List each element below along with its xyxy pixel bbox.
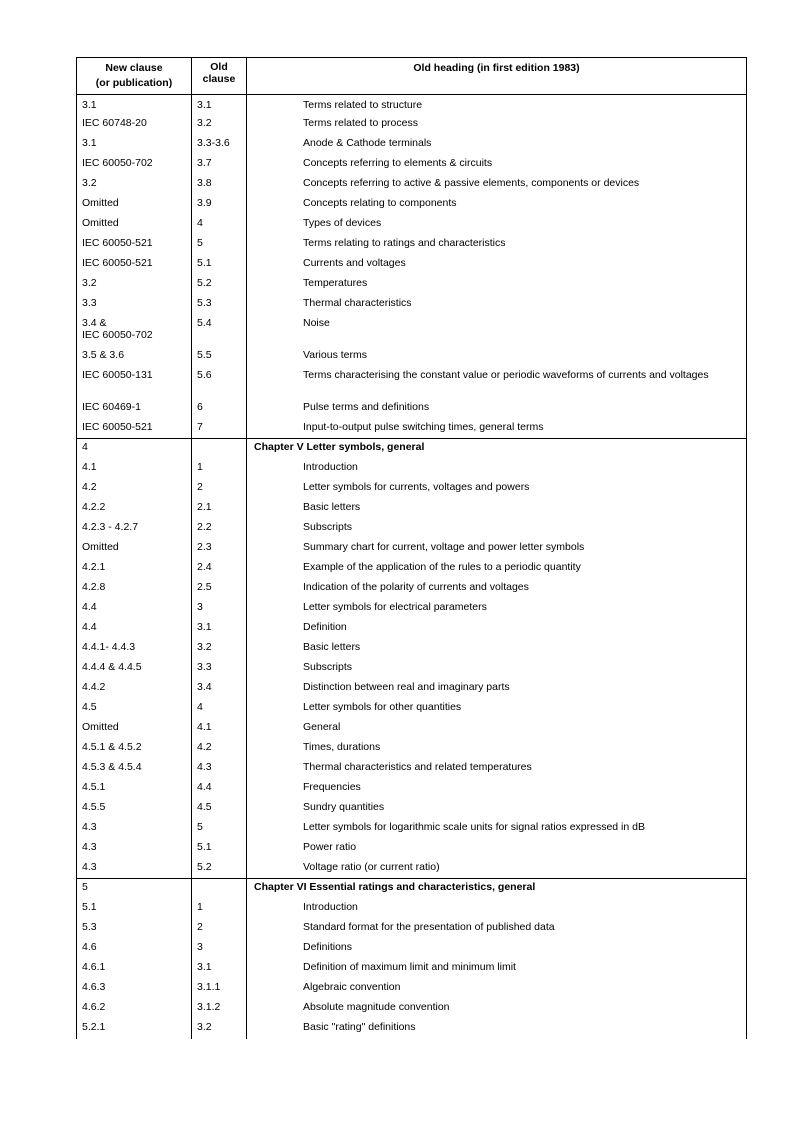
chapter-row [77, 439, 747, 459]
new-clause-cell: 4.4.4 & 4.4.5 [77, 659, 192, 679]
new-clause-cell: 3.2 [77, 175, 192, 195]
new-clause-cell: 4 [77, 439, 192, 459]
table-row [77, 275, 747, 295]
table-row [77, 519, 747, 539]
table-row [77, 175, 747, 195]
header-old-clause: Old clause [192, 58, 247, 95]
new-clause-cell: 5.3 [77, 919, 192, 939]
new-clause-cell: 4.5.1 [77, 779, 192, 799]
old-heading-cell: Letter symbols for currents, voltages and powers [247, 479, 747, 499]
old-heading-cell: Concepts referring to elements & circuits [247, 155, 747, 175]
old-clause-cell: 1 [192, 899, 247, 919]
table-row [77, 115, 747, 135]
new-clause-cell: 4.4.1- 4.4.3 [77, 639, 192, 659]
old-clause-cell: 4.4 [192, 779, 247, 799]
table-row [77, 959, 747, 979]
table-row [77, 679, 747, 699]
new-clause-cell: 3.4 & IEC 60050-702 [77, 315, 192, 347]
old-clause-cell: 3.1 [192, 959, 247, 979]
old-clause-cell: 1 [192, 459, 247, 479]
table-row [77, 559, 747, 579]
table-row [77, 1019, 747, 1039]
table-row [77, 759, 747, 779]
old-heading-cell: Algebraic convention [247, 979, 747, 999]
old-clause-cell: 3.1 [192, 619, 247, 639]
new-clause-cell: 4.3 [77, 819, 192, 839]
new-clause-cell: Omitted [77, 539, 192, 559]
old-heading-cell: Letter symbols for electrical parameters [247, 599, 747, 619]
new-clause-cell: 3.1 [77, 95, 192, 115]
old-heading-cell: Thermal characteristics and related temperatures [247, 759, 747, 779]
old-clause-cell: 3.1 [192, 95, 247, 115]
table-row [77, 215, 747, 235]
old-heading-cell: Various terms [247, 347, 747, 367]
table-row [77, 999, 747, 1019]
new-clause-cell: IEC 60050-702 [77, 155, 192, 175]
old-heading-cell: Basic "rating" definitions [247, 1019, 747, 1039]
table-row [77, 539, 747, 559]
table-body [77, 95, 747, 1039]
table-row [77, 459, 747, 479]
old-heading-cell: Summary chart for current, voltage and power letter symbols [247, 539, 747, 559]
old-heading-cell: Pulse terms and definitions [247, 399, 747, 419]
old-clause-cell: 2.3 [192, 539, 247, 559]
old-clause-cell: 3.1.2 [192, 999, 247, 1019]
old-heading-cell: Definitions [247, 939, 747, 959]
table-row [77, 195, 747, 215]
table-row [77, 295, 747, 315]
old-heading-cell: Introduction [247, 459, 747, 479]
table-row [77, 367, 747, 399]
old-heading-cell: Noise [247, 315, 747, 347]
table-row [77, 819, 747, 839]
old-clause-cell: 4 [192, 215, 247, 235]
old-clause-cell [192, 879, 247, 899]
old-heading-cell: Chapter VI Essential ratings and characteristics, general [247, 879, 747, 899]
table-row [77, 419, 747, 439]
old-heading-cell: Anode & Cathode terminals [247, 135, 747, 155]
old-clause-cell: 5.2 [192, 859, 247, 879]
new-clause-cell: 4.2.8 [77, 579, 192, 599]
new-clause-cell: 4.4.2 [77, 679, 192, 699]
old-heading-cell: Distinction between real and imaginary parts [247, 679, 747, 699]
old-heading-cell: Sundry quantities [247, 799, 747, 819]
table-row [77, 599, 747, 619]
table-row [77, 347, 747, 367]
old-heading-cell: Terms related to structure [247, 95, 747, 115]
old-heading-cell: Definition [247, 619, 747, 639]
table-row [77, 499, 747, 519]
old-clause-cell: 5 [192, 235, 247, 255]
table-header-row [77, 58, 747, 95]
old-heading-cell: Frequencies [247, 779, 747, 799]
old-clause-cell: 5.1 [192, 839, 247, 859]
old-heading-cell: Standard format for the presentation of published data [247, 919, 747, 939]
table-row [77, 479, 747, 499]
old-heading-cell: Terms relating to ratings and characteristics [247, 235, 747, 255]
new-clause-cell: IEC 60050-131 [77, 367, 192, 399]
old-heading-cell: Voltage ratio (or current ratio) [247, 859, 747, 879]
old-clause-cell: 2 [192, 479, 247, 499]
new-clause-cell: Omitted [77, 215, 192, 235]
old-clause-cell: 3.2 [192, 115, 247, 135]
new-clause-cell: Omitted [77, 719, 192, 739]
new-clause-cell: 4.4 [77, 619, 192, 639]
old-heading-cell: Subscripts [247, 519, 747, 539]
new-clause-cell: 4.5 [77, 699, 192, 719]
old-clause-cell: 5 [192, 819, 247, 839]
new-clause-cell: 4.6.2 [77, 999, 192, 1019]
old-heading-cell: General [247, 719, 747, 739]
old-clause-cell: 3.4 [192, 679, 247, 699]
old-clause-cell: 2.5 [192, 579, 247, 599]
old-heading-cell: Terms characterising the constant value or periodic waveforms of currents and voltages [247, 367, 747, 399]
old-clause-cell: 3 [192, 599, 247, 619]
old-clause-cell: 5.6 [192, 367, 247, 399]
old-heading-cell: Definition of maximum limit and minimum limit [247, 959, 747, 979]
old-heading-cell: Indication of the polarity of currents and voltages [247, 579, 747, 599]
old-clause-cell: 5.4 [192, 315, 247, 347]
table-row [77, 779, 747, 799]
old-clause-cell: 3.3 [192, 659, 247, 679]
new-clause-cell: 4.2.2 [77, 499, 192, 519]
new-clause-cell: 3.5 & 3.6 [77, 347, 192, 367]
table-row [77, 315, 747, 347]
table-row [77, 235, 747, 255]
new-clause-cell: 4.6.1 [77, 959, 192, 979]
old-heading-cell: Subscripts [247, 659, 747, 679]
old-heading-cell: Example of the application of the rules to a periodic quantity [247, 559, 747, 579]
table-row [77, 859, 747, 879]
old-heading-cell: Thermal characteristics [247, 295, 747, 315]
old-clause-cell [192, 439, 247, 459]
table-row [77, 579, 747, 599]
new-clause-cell: 4.3 [77, 859, 192, 879]
new-clause-cell: IEC 60050-521 [77, 419, 192, 439]
old-clause-cell: 4 [192, 699, 247, 719]
old-clause-cell: 4.3 [192, 759, 247, 779]
old-clause-cell: 5.1 [192, 255, 247, 275]
header-new-clause: New clause (or publication) [77, 58, 192, 95]
old-clause-cell: 3.8 [192, 175, 247, 195]
new-clause-cell: 4.1 [77, 459, 192, 479]
old-heading-cell: Currents and voltages [247, 255, 747, 275]
table-row [77, 979, 747, 999]
old-clause-cell: 5.5 [192, 347, 247, 367]
old-heading-cell: Introduction [247, 899, 747, 919]
new-clause-cell: 4.5.5 [77, 799, 192, 819]
old-heading-cell: Basic letters [247, 499, 747, 519]
old-clause-cell: 7 [192, 419, 247, 439]
old-heading-cell: Basic letters [247, 639, 747, 659]
old-heading-cell: Types of devices [247, 215, 747, 235]
header-old-heading: Old heading (in first edition 1983) [247, 58, 747, 95]
old-clause-cell: 3.2 [192, 639, 247, 659]
table-row [77, 155, 747, 175]
table-row [77, 95, 747, 115]
new-clause-cell: 3.2 [77, 275, 192, 295]
old-clause-cell: 5.2 [192, 275, 247, 295]
old-heading-cell: Power ratio [247, 839, 747, 859]
clause-correspondence-table [76, 57, 747, 1039]
table-row [77, 659, 747, 679]
new-clause-cell: 4.6 [77, 939, 192, 959]
old-heading-cell: Letter symbols for logarithmic scale units for signal ratios expressed in dB [247, 819, 747, 839]
new-clause-cell: IEC 60469-1 [77, 399, 192, 419]
new-clause-cell: IEC 60748-20 [77, 115, 192, 135]
new-clause-cell: 4.2.3 - 4.2.7 [77, 519, 192, 539]
old-clause-cell: 2.1 [192, 499, 247, 519]
new-clause-cell: IEC 60050-521 [77, 235, 192, 255]
table-row [77, 839, 747, 859]
new-clause-cell: 5 [77, 879, 192, 899]
old-clause-cell: 3 [192, 939, 247, 959]
old-clause-cell: 4.2 [192, 739, 247, 759]
table-row [77, 919, 747, 939]
new-clause-cell: 4.5.3 & 4.5.4 [77, 759, 192, 779]
table-row [77, 739, 747, 759]
old-clause-cell: 4.5 [192, 799, 247, 819]
table-row [77, 899, 747, 919]
new-clause-cell: 5.1 [77, 899, 192, 919]
old-clause-cell: 4.1 [192, 719, 247, 739]
table-row [77, 699, 747, 719]
old-clause-cell: 3.9 [192, 195, 247, 215]
table-row [77, 939, 747, 959]
new-clause-cell: 5.2.1 [77, 1019, 192, 1039]
new-clause-cell: 4.5.1 & 4.5.2 [77, 739, 192, 759]
new-clause-cell: 4.2 [77, 479, 192, 499]
old-clause-cell: 3.1.1 [192, 979, 247, 999]
table-row [77, 719, 747, 739]
old-heading-cell: Chapter V Letter symbols, general [247, 439, 747, 459]
new-clause-cell: 4.3 [77, 839, 192, 859]
table-row [77, 255, 747, 275]
old-heading-cell: Absolute magnitude convention [247, 999, 747, 1019]
old-heading-cell: Concepts referring to active & passive elements, components or devices [247, 175, 747, 195]
old-clause-cell: 2.2 [192, 519, 247, 539]
table-row [77, 135, 747, 155]
old-heading-cell: Temperatures [247, 275, 747, 295]
table-row [77, 619, 747, 639]
old-clause-cell: 3.7 [192, 155, 247, 175]
old-clause-cell: 3.3-3.6 [192, 135, 247, 155]
new-clause-cell: 3.1 [77, 135, 192, 155]
old-clause-cell: 5.3 [192, 295, 247, 315]
old-clause-cell: 3.2 [192, 1019, 247, 1039]
new-clause-cell: 4.4 [77, 599, 192, 619]
new-clause-cell: Omitted [77, 195, 192, 215]
new-clause-cell: 3.3 [77, 295, 192, 315]
table-row [77, 399, 747, 419]
old-heading-cell: Times, durations [247, 739, 747, 759]
old-heading-cell: Input-to-output pulse switching times, general terms [247, 419, 747, 439]
old-heading-cell: Letter symbols for other quantities [247, 699, 747, 719]
chapter-row [77, 879, 747, 899]
new-clause-cell: IEC 60050-521 [77, 255, 192, 275]
new-clause-cell: 4.6.3 [77, 979, 192, 999]
old-heading-cell: Terms related to process [247, 115, 747, 135]
new-clause-cell: 4.2.1 [77, 559, 192, 579]
old-clause-cell: 2 [192, 919, 247, 939]
old-clause-cell: 2.4 [192, 559, 247, 579]
old-clause-cell: 6 [192, 399, 247, 419]
table-row [77, 799, 747, 819]
table-row [77, 639, 747, 659]
old-heading-cell: Concepts relating to components [247, 195, 747, 215]
